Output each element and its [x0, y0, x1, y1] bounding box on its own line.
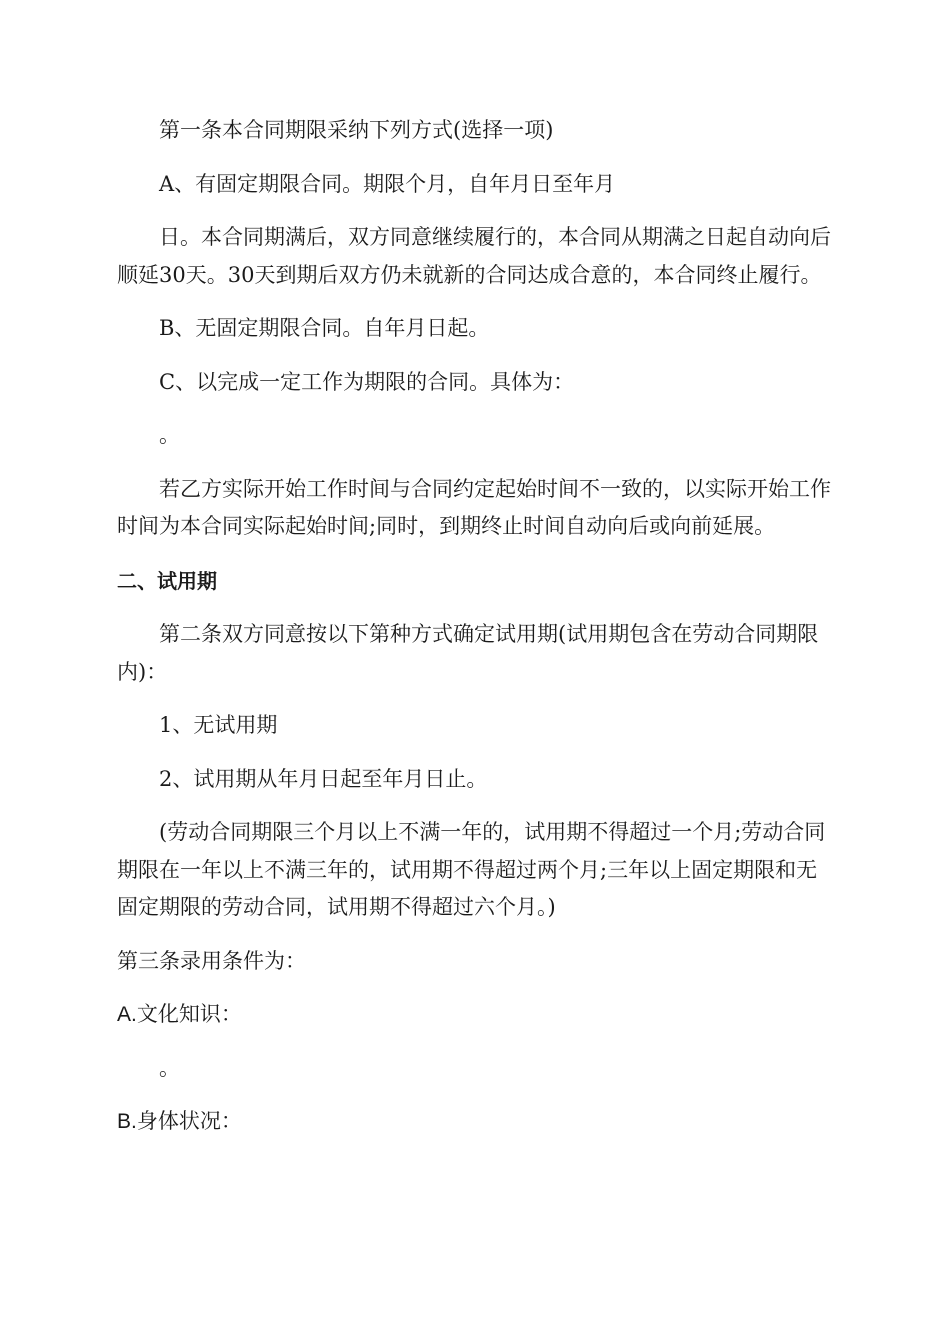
option-a-text: A、有固定期限合同。期限个月，自年月日至年月 — [159, 171, 616, 196]
probation-option-2: 2、试用期从年月日起至年月日止。 — [159, 766, 488, 791]
document-page — [117, 112, 833, 1141]
option-a-continuation: 日。本合同期满后，双方同意继续履行的，本合同从期满之日起自动向后顺延30天。30天到期后双方仍未就新的合同达成合意的，本合同终止履行。 — [117, 225, 831, 287]
probation-option-1: 1、无试用期 — [159, 713, 278, 737]
condition-b-text: B.身体状况： — [117, 1110, 242, 1133]
option-b-text: B、无固定期限合同。自年月日起。 — [159, 316, 490, 340]
article-1-text: 第一条本合同期限采纳下列方式(选择一项) — [159, 118, 554, 142]
article-3-text: 第三条录用条件为： — [117, 948, 306, 973]
article-2-text: 第二条双方同意按以下第种方式确定试用期(试用期包含在劳动合同期限内)： — [117, 622, 819, 684]
condition-a-text: A.文化知识： — [117, 1003, 242, 1026]
option-c-text: C、以完成一定工作为期限的合同。具体为： — [159, 369, 575, 394]
start-time-note: 若乙方实际开始工作时间与合同约定起始时间不一致的，以实际开始工作时间为本合同实际起始时间;同时，到期终止时间自动向后或向前延展。 — [117, 476, 831, 538]
probation-rules-note: (劳动合同期限三个月以上不满一年的，试用期不得超过一个月;劳动合同期限在一年以上不满三年的，试用期不得超过两个月;三年以上固定期限和无固定期限的劳动合同，试用期不得超过六个月。) — [117, 820, 826, 919]
section-heading-probation: 二、试用期 — [117, 568, 217, 593]
option-c-blank: 。 — [159, 423, 180, 447]
condition-a-blank: 。 — [159, 1055, 180, 1080]
